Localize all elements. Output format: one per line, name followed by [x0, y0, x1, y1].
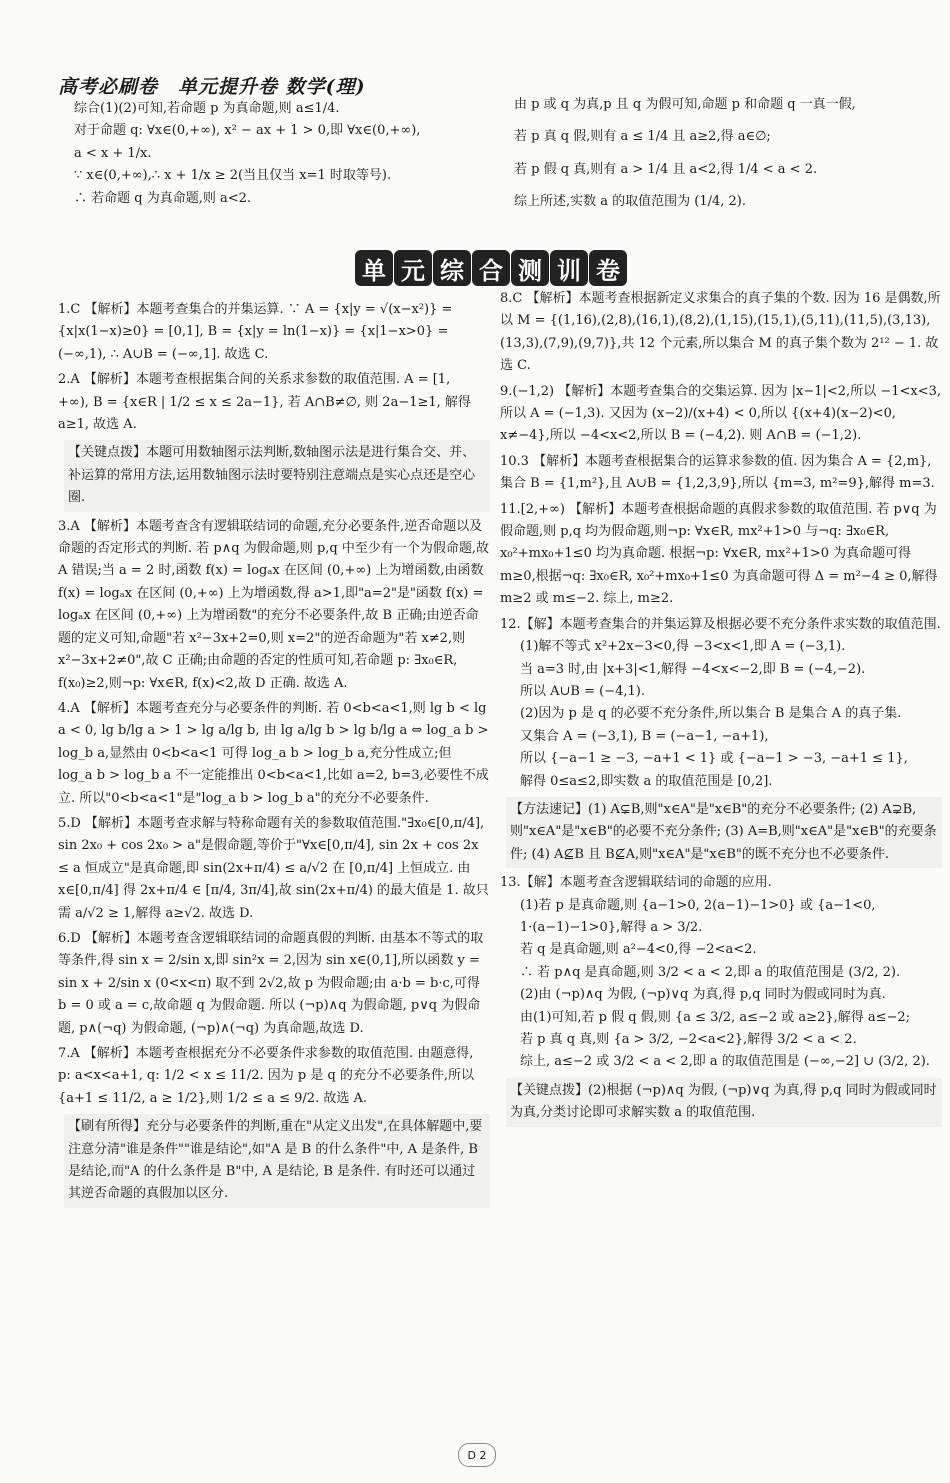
right-answer-column — [500, 285, 942, 1131]
top-left-continuation — [74, 98, 484, 210]
text-line: 若 p 假 q 真,则有 a > 1/4 且 a<2,得 1/4 < a < 2. — [514, 161, 818, 177]
answer-item: 6.D 【解析】本题考查含逻辑联结词的命题真假的判断. 由基本不等式的取等条件,得 sin x = 2/sin x,即 sin²x = 2,因为 sin x∈(0,1],所以函数 y = sin x + 2/sin x (0<x<π) 取不到 2√2,故 p 为假命题;由 a·b = b·c,可得 b = 0 或 a = c,故命题 q 为假命题. 所以 (¬p)∧q 为假命题, p∨q 为假命题, p∧(¬q) 为假命题, (¬p)∧(¬q) 为真命题,故选 D. — [58, 930, 484, 1036]
banner-char: 单 — [355, 250, 393, 286]
text-line: 由 p 或 q 为真,p 且 q 为假可知,命题 p 和命题 q 一真一假, — [514, 97, 856, 112]
answer-line: (1)解不等式 x²+2x−3<0,得 −3<x<1,即 A = (−3,1). — [520, 639, 846, 655]
answer-item: +∞), B = {x∈R | 1/2 ≤ x ≤ 2a−1}, 若 A∩B≠∅, 则 2a−1≥1, 解得 — [58, 394, 471, 410]
answer-line: (1)若 p 是真命题,则 {a−1>0, 2(a−1)−1>0} 或 {a−1<0, 1·(a−1)−1>0},解得 a > 3/2. — [520, 897, 876, 935]
answer-item: 4.A 【解析】本题考查充分与必要条件的判断. 若 0<b<a<1,则 lg b < lg a < 0, lg b/lg a > 1 > lg a/lg b, 由 lg a/lg b > lg b/lg a ⇔ log_a b > log_b a,显然由 0<b<a<1 可得 log_a b > log_b a,充分性成立;但 log_a b > log_b a 不一定能推出 0<b<a<1,比如 a=2, b=3,必要性不成立. 所以"0<b<a<1"是"log_a b > log_b a"的充分不必要条件. — [58, 700, 489, 806]
answer-item: {x|x(1−x)≥0} = [0,1], B = {x|y = ln(1−x)} = {x|1−x>0} = — [58, 324, 449, 340]
answer-item: 13.【解】本题考查含逻辑联结词的命题的应用. — [500, 875, 772, 891]
answer-line: (2)由 (¬p)∧q 为假, (¬p)∨q 为真,得 p,q 同时为假或同时为真. — [520, 987, 886, 1003]
answer-item: 12.【解】本题考查集合的并集运算及根据必要不充分条件求实数的取值范围. — [500, 616, 941, 632]
answer-line: 若 q 是真命题,则 a²−4<0,得 −2<a<2. — [520, 942, 757, 958]
tip-box: 【关键点拨】(2)根据 (¬p)∧q 为假, (¬p)∨q 为真,得 p,q 同时为假或同时为真,分类讨论即可求解实数 a 的取值范围. — [506, 1078, 942, 1127]
section-banner — [355, 250, 625, 286]
banner-char: 训 — [550, 250, 588, 286]
answer-item: a≥1, 故选 A. — [58, 417, 137, 433]
answer-item: (−∞,1), ∴ A∪B = (−∞,1]. 故选 C. — [58, 346, 269, 362]
text-line: ∴ 若命题 q 为真命题,则 a<2. — [74, 190, 252, 206]
answer-line: 所以 A∪B = (−4,1). — [520, 683, 645, 699]
top-right-continuation — [514, 94, 934, 214]
answer-line: 若 p 真 q 真,则 {a > 3/2, −2<a<2},解得 3/2 < a < 2. — [520, 1032, 857, 1047]
answer-item: 2.A 【解析】本题考查根据集合间的关系求参数的取值范围. A = [1, — [58, 372, 451, 388]
answer-line: 解得 0≤a≤2,即实数 a 的取值范围是 [0,2]. — [520, 773, 773, 789]
text-line: a < x + 1/x. — [74, 145, 152, 161]
answer-line: ∴ 若 p∧q 是真命题,则 3/2 < a < 2,即 a 的取值范围是 (3/2, 2). — [520, 964, 901, 980]
answer-line: 又集合 A = (−3,1), B = (−a−1, −a+1), — [520, 728, 769, 744]
tip-box: 【方法速记】(1) A⊊B,则"x∈A"是"x∈B"的充分不必要条件; (2) A⊋B,则"x∈A"是"x∈B"的必要不充分条件; (3) A=B,则"x∈A"是"x∈B"的充要条件; (4) A⊈B 且 B⊈A,则"x∈A"是"x∈B"的既不充分也不必要条件. — [506, 797, 942, 868]
answer-line: (2)因为 p 是 q 的必要不充分条件,所以集合 B 是集合 A 的真子集. — [520, 706, 902, 722]
banner-char: 卷 — [589, 250, 627, 286]
answer-item: 5.D 【解析】本题考查求解与特称命题有关的参数取值范围."∃x₀∈[0,π/4], sin 2x₀ + cos 2x₀ > a"是假命题,等价于"∀x∈[0,π/4], sin 2x + cos 2x ≤ a 恒成立"是真命题,即 sin(2x+π/4) ≤ a/√2 在 [0,π/4] 上恒成立. 由 x∈[0,π/4] 得 2x+π/4 ∈ [π/4, 3π/4],故 sin(2x+π/4) 的最大值是 1. 故只需 a/√2 ≥ 1,解得 a≥√2. 故选 D. — [58, 815, 489, 921]
answer-item: 8.C 【解析】本题考查根据新定义求集合的真子集的个数. 因为 16 是偶数,所以 M = {(1,16),(2,8),(16,1),(8,2),(1,15),(15,1),(5,11),(11,5),(3,13),(13,3),(7,9),(9,7)},共 12 个元素,所以集合 M 的真子集个数为 2¹² − 1. 故选 C. — [500, 291, 941, 374]
answer-item: 7.A 【解析】本题考查根据充分不必要条件求参数的取值范围. 由题意得, p: a<x<a+1, q: 1/2 < x ≤ 11/2. 因为 p 是 q 的充分不必要条件,所以 {a+1 ≤ 11/2, a ≥ 1/2},则 1/2 ≤ a ≤ 9/2. 故选 A. — [58, 1046, 475, 1106]
text-line: 综合(1)(2)可知,若命题 p 为真命题,则 a≤1/4. — [74, 101, 340, 116]
text-line: ∵ x∈(0,+∞),∴ x + 1/x ≥ 2(当且仅当 x=1 时取等号). — [74, 168, 392, 184]
banner-char: 综 — [433, 250, 471, 286]
answer-item: 10.3 【解析】本题考查根据集合的运算求参数的值. 因为集合 A = {2,m},集合 B = {1,m²},且 A∪B = {1,2,3,9},所以 {m=3, m²=9},解得 m=3. — [500, 453, 935, 492]
left-answer-column — [58, 296, 490, 1212]
page-header: 高考必刷卷 单元提升卷 数学(理) — [58, 76, 366, 98]
answer-item: 9.(−1,2) 【解析】本题考查集合的交集运算. 因为 |x−1|<2,所以 −1<x<3,所以 A = (−1,3). 又因为 (x−2)/(x+4) < 0,所以 {(x+4)(x−2)<0, x≠−4},所以 −4<x<2,所以 B = (−4,2). 则 A∩B = (−1,2). — [500, 383, 942, 444]
banner-char: 合 — [472, 250, 510, 286]
tip-box: 【刷有所得】充分与必要条件的判断,重在"从定义出发",在具体解题中,要注意分清"谁是条件""谁是结论",如"A 是 B 的什么条件"中, A 是条件, B 是结论,而"A 的什么条件是 B"中, A 是结论, B 是条件. 有时还可以通过其逆否命题的真假加以区分. — [64, 1114, 490, 1208]
answer-line: 综上, a≤−2 或 3/2 < a < 2,即 a 的取值范围是 (−∞,−2] ∪ (3/2, 2). — [520, 1054, 930, 1070]
page-number: D 2 — [458, 1443, 496, 1467]
answer-line: 所以 {−a−1 ≥ −3, −a+1 < 1} 或 {−a−1 > −3, −a+1 ≤ 1}, — [520, 751, 908, 767]
text-line: 综上所述,实数 a 的取值范围为 (1/4, 2). — [514, 194, 747, 210]
answer-item: 1.C 【解析】本题考查集合的并集运算. ∵ A = {x|y = √(x−x²)} = — [58, 302, 453, 317]
banner-char: 元 — [394, 250, 432, 286]
answer-item: 3.A 【解析】本题考查含有逻辑联结词的命题,充分必要条件,逆否命题以及命题的否定形式的判断. 若 p∧q 为假命题,则 p,q 中至少有一个为假命题,故 A 错误;当 a = 2 时,函数 f(x) = logₐx 在区间 (0,+∞) 上为增函数,由函数 f(x) = logₐx 在区间 (0,+∞) 上为增函数,得 a>1,即"a=2"是"函数 f(x) = logₐx 在区间 (0,+∞) 上为增函数"的充分不必要条件,故 B 正确;由逆否命题的定义可知,命题"若 x²−3x+2=0,则 x=2"的逆否命题为"若 x≠2,则 x²−3x+2≠0",故 C 正确;由命题的否定的性质可知,若命题 p: ∃x₀∈R, f(x₀)≥2,则¬p: ∀x∈R, f(x)<2,故 D 正确. 故选 A. — [58, 518, 489, 691]
answer-line: 由(1)可知,若 p 假 q 假,则 {a ≤ 3/2, a≤−2 或 a≥2},解得 a≤−2; — [520, 1009, 911, 1025]
text-line: 若 p 真 q 假,则有 a ≤ 1/4 且 a≥2,得 a∈∅; — [514, 129, 771, 145]
answer-line: 当 a=3 时,由 |x+3|<1,解得 −4<x<−2,即 B = (−4,−2). — [520, 661, 866, 677]
answer-item: 11.[2,+∞) 【解析】本题考查根据命题的真假求参数的取值范围. 若 p∨q 为假命题,则 p,q 均为假命题,则¬p: ∀x∈R, mx²+1>0 与¬q: ∃x₀∈R, x₀²+mx₀+1≤0 均为真命题. 根据¬p: ∀x∈R, mx²+1>0 为真命题可得 m≥0,根据¬q: ∃x₀∈R, x₀²+mx₀+1≤0 为真命题可得 Δ = m²−4 ≥ 0,解得 m≥2 或 m≤−2. 综上, m≥2. — [500, 501, 938, 607]
banner-char: 测 — [511, 250, 549, 286]
text-line: 对于命题 q: ∀x∈(0,+∞), x² − ax + 1 > 0,即 ∀x∈(0,+∞), — [74, 123, 421, 139]
tip-box: 【关键点拨】本题可用数轴图示法判断,数轴图示法是进行集合交、并、补运算的常用方法,运用数轴图示法时要特别注意端点是实心点还是空心圈. — [64, 440, 490, 511]
